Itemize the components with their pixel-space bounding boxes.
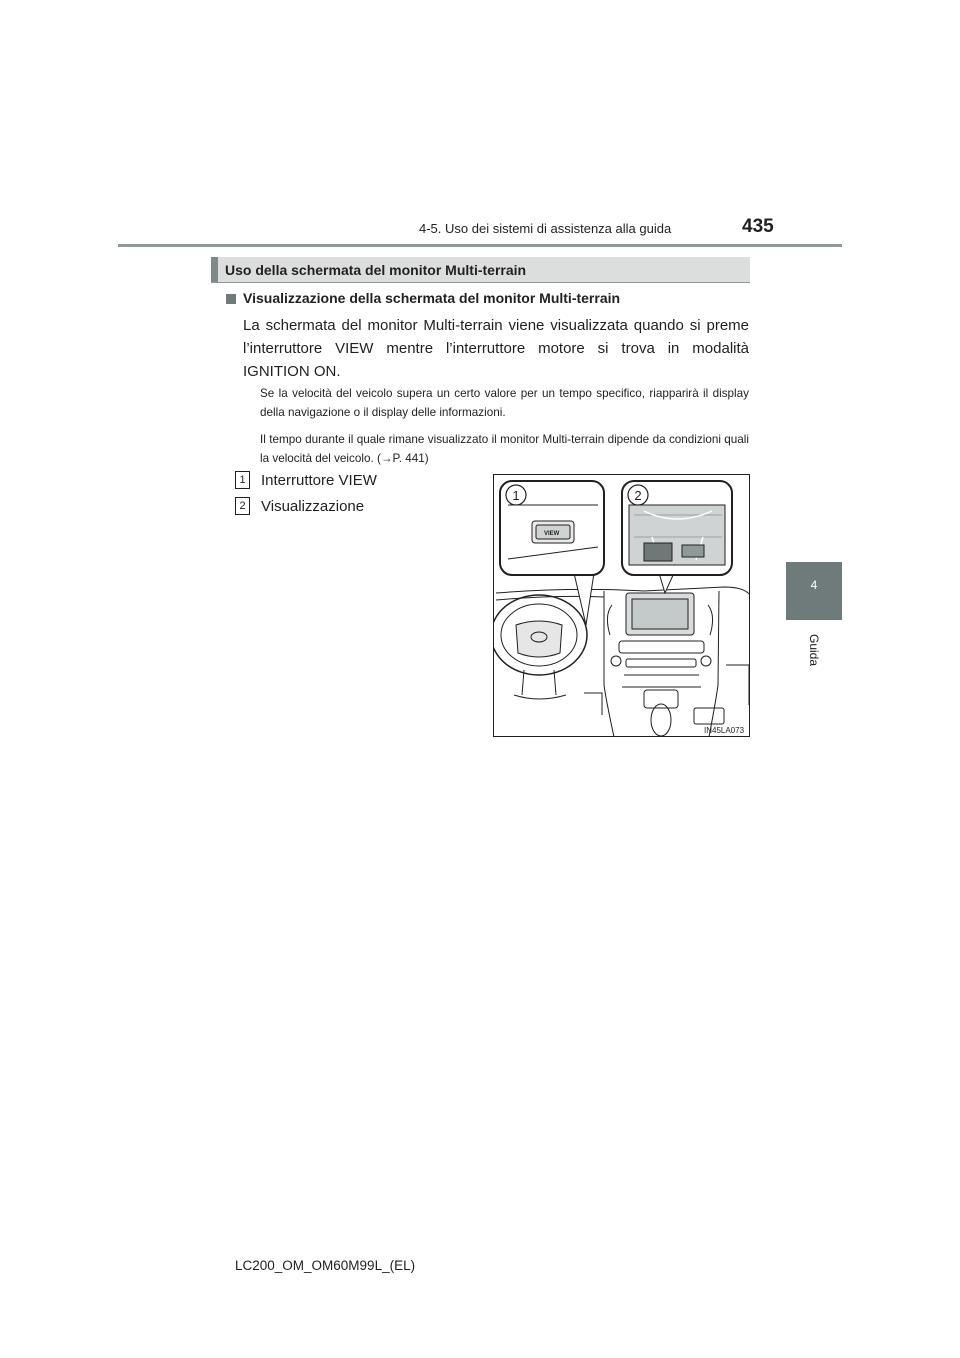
subheading: Visualizzazione della schermata del monitor Multi-terrain xyxy=(243,290,621,306)
figure-callout-2 xyxy=(628,485,648,505)
section-title: Uso della schermata del monitor Multi-terrain xyxy=(225,262,527,278)
page-number: 435 xyxy=(742,216,774,237)
section-title-rule xyxy=(211,282,750,283)
chapter-label: Guida xyxy=(807,633,821,667)
callout-label: Visualizzazione xyxy=(261,497,365,515)
callout-number: 1 xyxy=(235,471,250,489)
dashboard-illustration xyxy=(493,474,750,737)
body-paragraph: La schermata del monitor Multi-terrain viene visualizzata quando si preme l’interruttore VIEW mentre l’interruttore motore si trova in modalità IGNITION ON. xyxy=(243,317,749,380)
svg-text:1: 1 xyxy=(512,488,520,503)
callout-item xyxy=(235,497,364,515)
figure-callout-1 xyxy=(506,485,526,505)
running-header: 4-5. Uso dei sistemi di assistenza alla guida xyxy=(419,221,672,236)
callout-label: Interruttore VIEW xyxy=(261,471,377,489)
figure-code: IN45LA073 xyxy=(704,726,745,735)
footer-document-code: LC200_OM_OM60M99L_(EL) xyxy=(235,1258,416,1273)
subheading-square-icon xyxy=(226,294,236,304)
figure-button-label: VIEW xyxy=(544,531,560,537)
header-rule xyxy=(118,244,842,247)
dashboard-drawing xyxy=(494,475,750,737)
callout-number: 2 xyxy=(235,497,250,515)
chapter-label-wrap xyxy=(800,620,828,680)
note-paragraph: Il tempo durante il quale rimane visualizzato il monitor Multi-terrain dipende da condizioni quali la velocità del veicolo. (→P. 441) xyxy=(260,433,749,465)
chapter-number: 4 xyxy=(810,578,818,592)
svg-text:2: 2 xyxy=(634,488,642,503)
note-paragraph: Se la velocità del veicolo supera un certo valore per un tempo specifico, riapparirà il display della navigazione o il display delle informazioni. xyxy=(260,387,749,419)
callout-item xyxy=(235,471,377,489)
